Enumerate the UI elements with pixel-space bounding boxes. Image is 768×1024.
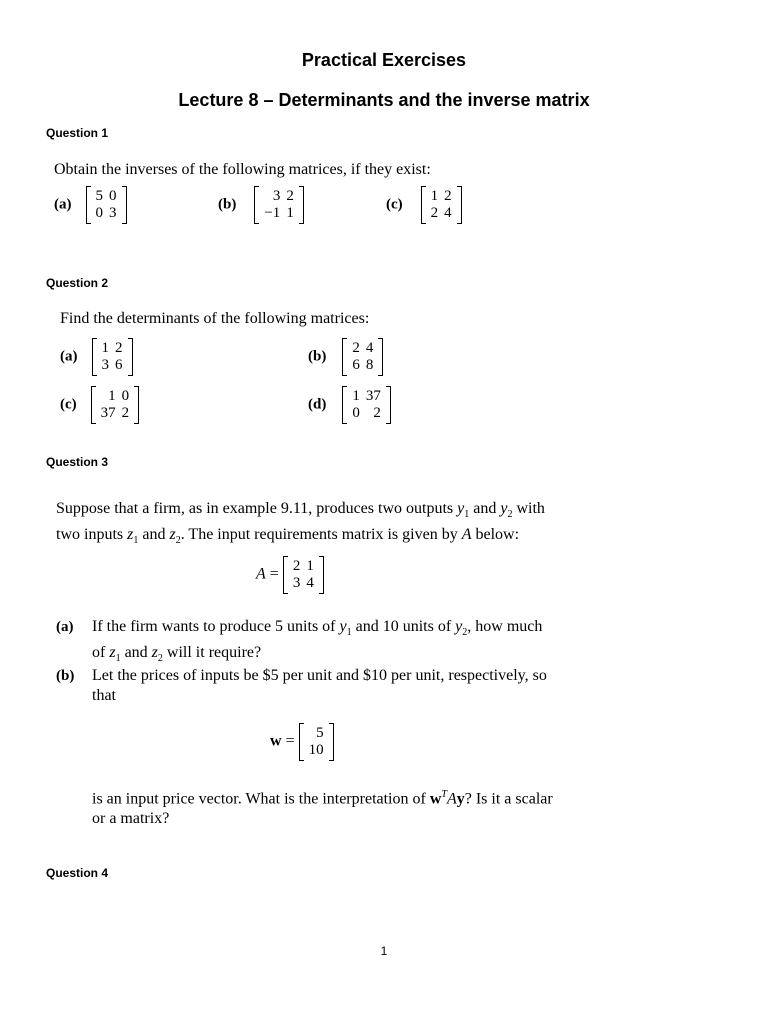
matrix-cell: 3 — [272, 188, 281, 204]
matrix-cell: 2 — [115, 340, 123, 356]
matrix-cell: 2 — [292, 558, 301, 574]
matrix-cell: 1 — [352, 388, 360, 404]
matrix-cell: 0 — [352, 405, 360, 421]
matrix — [254, 186, 303, 224]
matrix-cell: 37 — [100, 405, 116, 421]
q3-intro-line2: two inputs $z_1$ and $z_2$. The input requirements matrix is given by A below: — [56, 526, 520, 547]
matrix-cell: 2 — [373, 405, 381, 421]
item-label: (b) — [308, 348, 327, 365]
q4-heading: Question 4 — [46, 866, 109, 880]
part-b-line2: that — [92, 687, 116, 704]
q2-item-d — [308, 386, 391, 424]
vector-name: w — [270, 732, 282, 750]
q3-part-b-question: is an input price vector. What is the interpretation of $w^TAy$? Is it a scalar or a matrix? — [92, 789, 553, 828]
page-number: 1 — [380, 944, 388, 958]
matrix-cell: 0 — [109, 188, 117, 204]
matrix-cell: 1 — [430, 188, 439, 204]
q2-heading: Question 2 — [46, 276, 109, 290]
item-label: (c) — [60, 396, 77, 413]
matrix-cell: 2 — [121, 405, 130, 421]
matrix-cell: 0 — [95, 205, 103, 221]
matrix-cell: 8 — [365, 357, 374, 373]
item-label: (b) — [218, 196, 237, 213]
matrix-name: A — [256, 565, 266, 583]
matrix-cell: 2 — [352, 340, 360, 356]
q1-item-b — [218, 186, 304, 224]
matrix-cell: 1 — [306, 558, 314, 574]
matrix-cell: 37 — [365, 388, 381, 404]
matrix-cell: 4 — [444, 205, 452, 221]
item-label: (d) — [308, 396, 327, 413]
vector-cell: 10 — [308, 742, 324, 758]
matrix-cell: 3 — [101, 357, 109, 373]
page-subtitle: Lecture 8 – Determinants and the inverse matrix — [178, 90, 590, 110]
item-label: (c) — [386, 196, 403, 213]
q3-intro — [56, 499, 556, 551]
matrix-cell: 5 — [95, 188, 103, 204]
matrix-cell: 4 — [365, 340, 374, 356]
matrix — [283, 556, 324, 594]
matrix-cell: −1 — [264, 205, 281, 221]
matrix-cell: 6 — [115, 357, 123, 373]
matrix-cell: 2 — [286, 188, 294, 204]
matrix-cell: 1 — [108, 388, 116, 404]
q3-heading: Question 3 — [46, 455, 109, 469]
matrix-cell: 0 — [121, 388, 130, 404]
matrix — [342, 386, 391, 424]
q3-intro-line1: Suppose that a firm, as in example 9.11, produces two outputs $y_1$ and $y_2$ with — [56, 500, 545, 521]
matrix-cell: 2 — [444, 188, 452, 204]
matrix-cell: 6 — [352, 357, 360, 373]
part-label: (b) — [56, 668, 75, 684]
matrix — [92, 338, 133, 376]
matrix-A-equation: A = 2 1 3 4 — [256, 556, 324, 594]
matrix-cell: 3 — [109, 205, 117, 221]
matrix — [86, 186, 127, 224]
q2-item-c — [60, 386, 139, 424]
q2-item-a — [60, 338, 133, 376]
item-label: (a) — [60, 348, 78, 365]
q3-part-a: (a) If the firm wants to produce 5 units of $y_1$ and 10 units of $y_2$, how much of $z_1$ and $z_2$ will it require? — [56, 617, 556, 669]
vector-cell: 5 — [316, 725, 324, 741]
q1-heading: Question 1 — [46, 126, 109, 140]
q1-item-a — [54, 186, 127, 224]
part-b-line1: Let the prices of inputs be $5 per unit and $10 per unit, respectively, so — [92, 667, 547, 684]
page-title: Practical Exercises — [301, 50, 467, 70]
q2-item-b — [308, 338, 383, 376]
q1-prompt: Obtain the inverses of the following matrices, if they exist: — [54, 161, 431, 178]
matrix-cell: 4 — [306, 575, 314, 591]
q2-prompt: Find the determinants of the following matrices: — [60, 310, 370, 327]
vector — [299, 723, 334, 761]
q3-part-b — [56, 666, 556, 706]
matrix — [342, 338, 383, 376]
matrix-cell: 2 — [430, 205, 439, 221]
matrix — [421, 186, 462, 224]
matrix-cell: 1 — [286, 205, 294, 221]
part-label: (a) — [56, 619, 74, 635]
w-vector-equation: w = 5 10 — [270, 723, 334, 761]
matrix-cell: 1 — [101, 340, 109, 356]
matrix-cell: 3 — [292, 575, 301, 591]
matrix — [91, 386, 140, 424]
item-label: (a) — [54, 196, 72, 213]
q1-item-c — [386, 186, 462, 224]
